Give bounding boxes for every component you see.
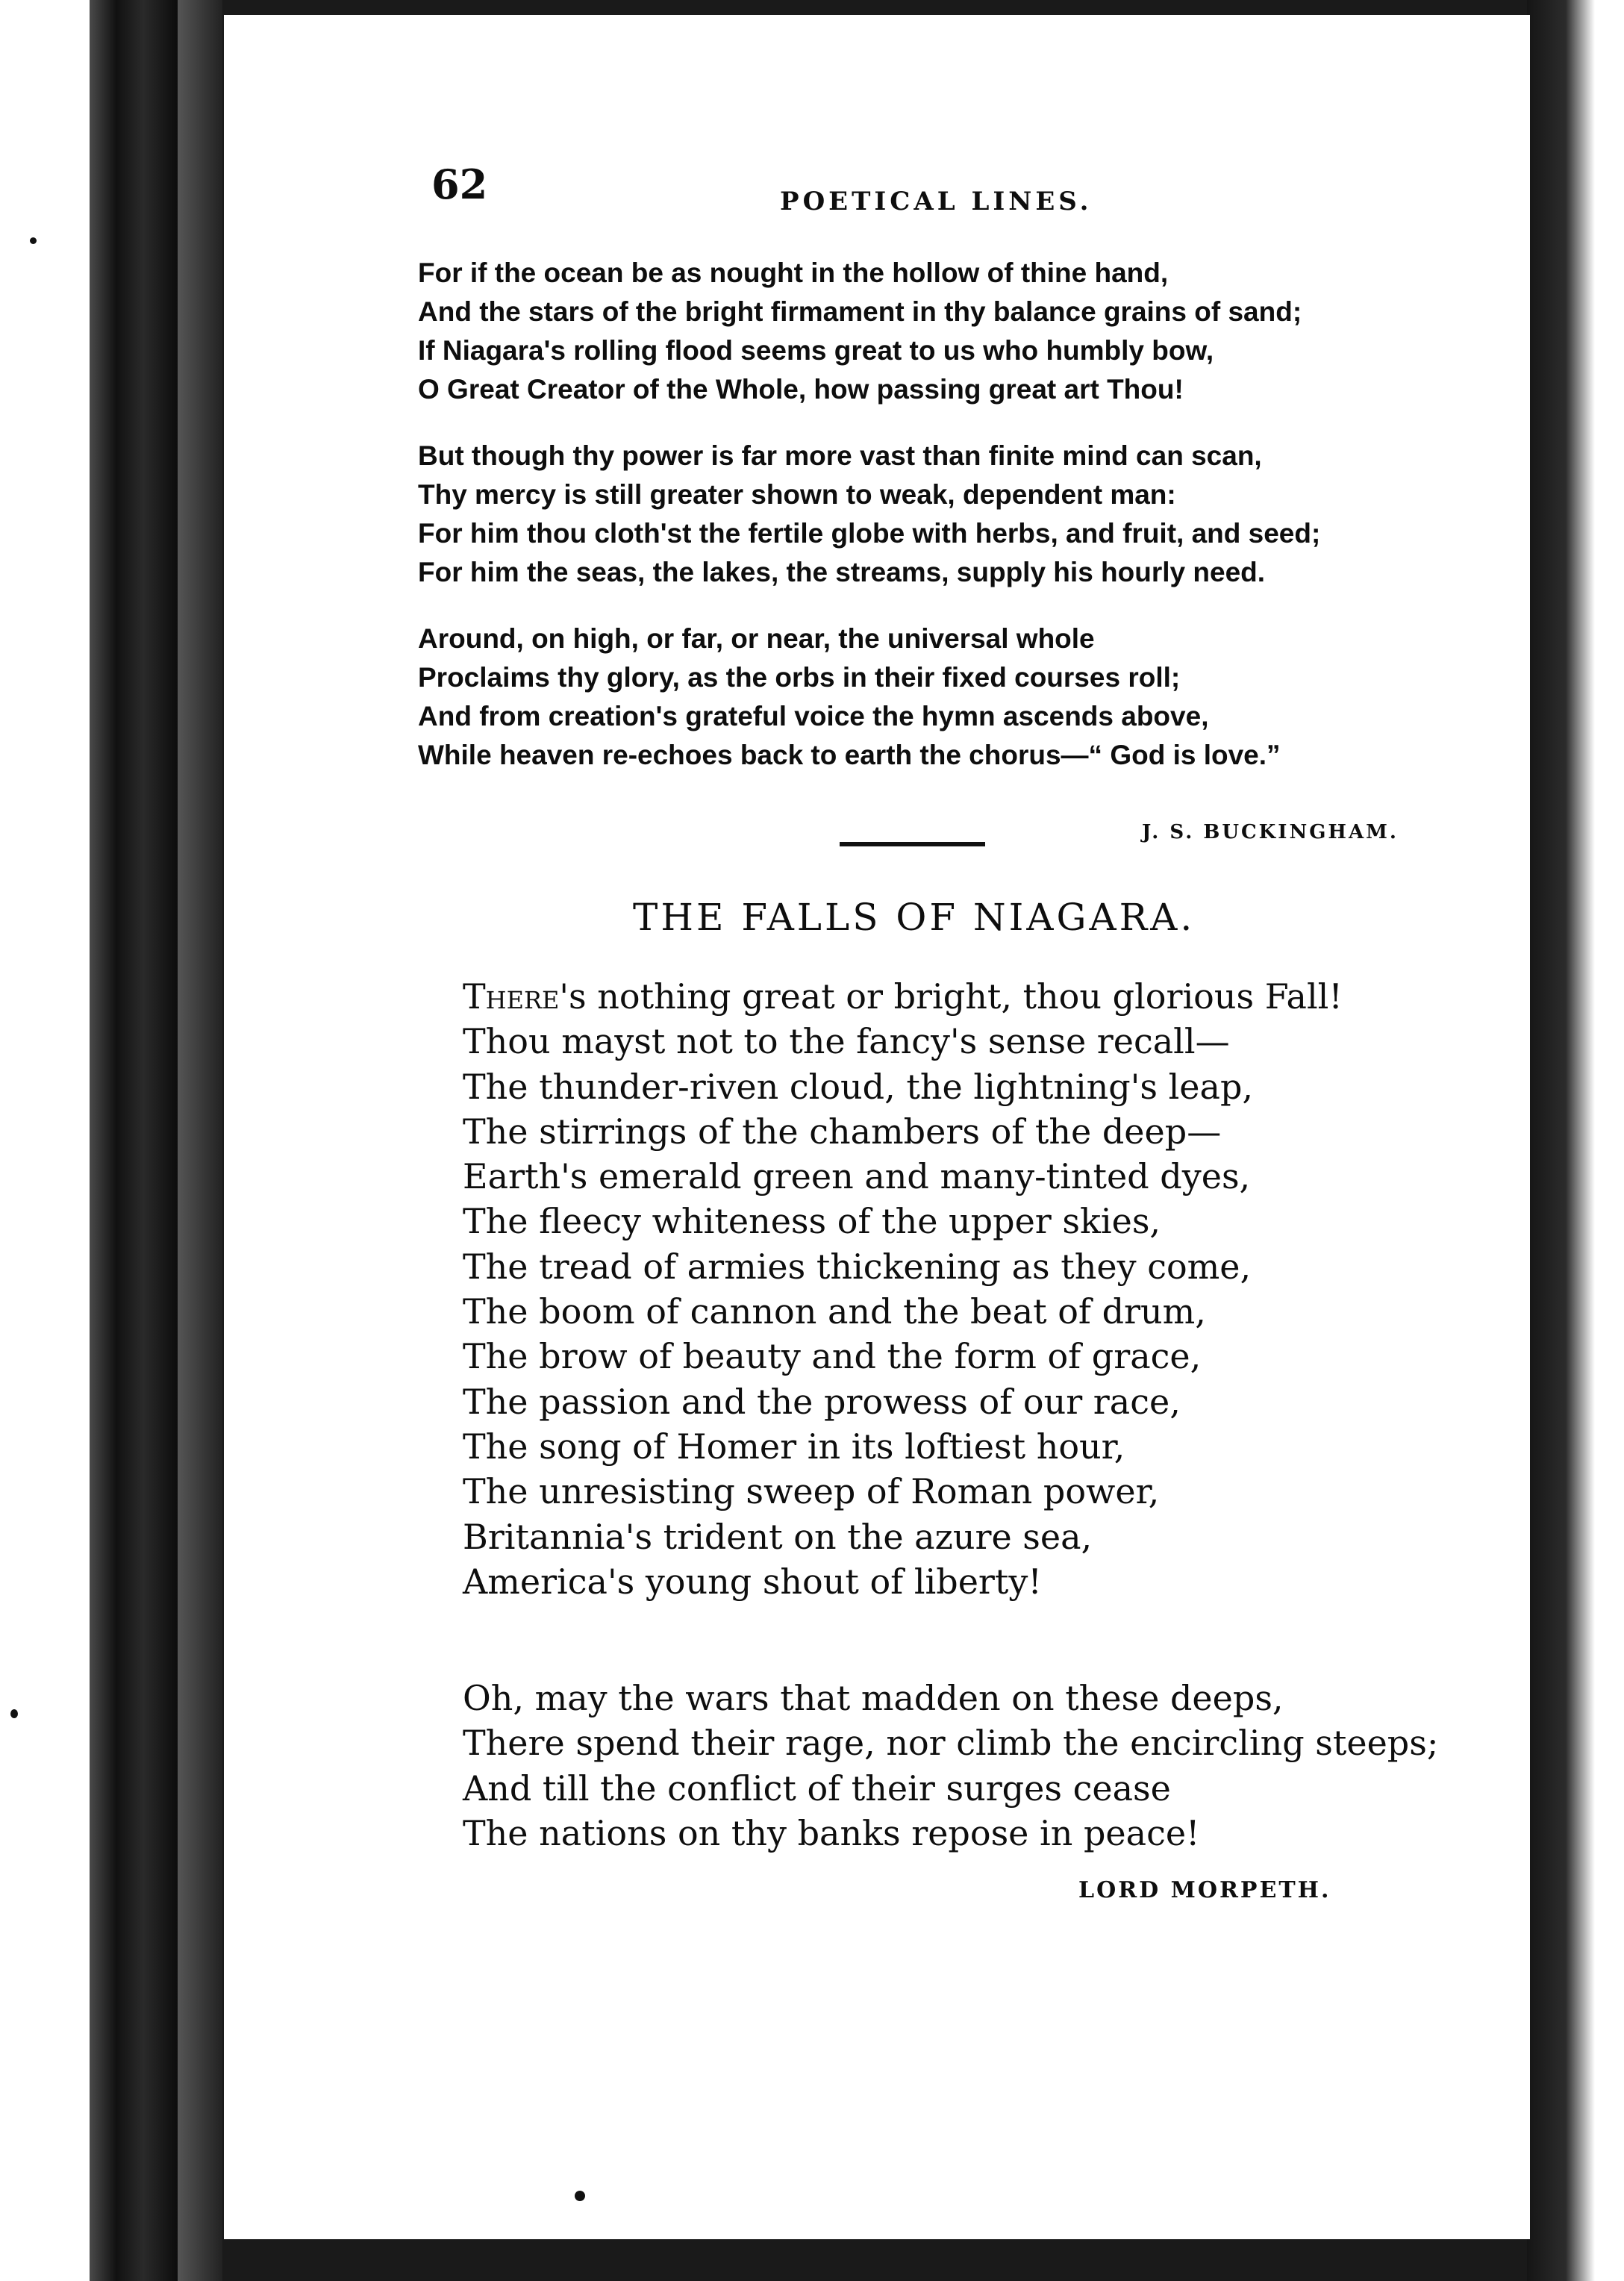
verse-line: For him thou cloth'st the fertile globe with herbs, and fruit, and seed; <box>418 518 1321 549</box>
verse-line: There spend their rage, nor climb the encircling steeps; <box>463 1723 1439 1764</box>
verse-line: Earth's emerald green and many-tinted dyes, <box>463 1156 1251 1197</box>
verse-line: Proclaims thy glory, as the orbs in their fixed courses roll; <box>418 662 1181 693</box>
verse-line: While heaven re-echoes back to earth the chorus—“ God is love.” <box>418 740 1281 770</box>
book-edge-shadow <box>90 0 179 2281</box>
verse-line: Thy mercy is still greater shown to weak, dependent man: <box>418 479 1176 510</box>
scan-speck <box>10 1709 18 1718</box>
verse-line: The thunder-riven cloud, the lightning's leap, <box>463 1066 1254 1107</box>
poem2-attribution: LORD MORPETH. <box>1078 1877 1331 1903</box>
verse-line: The unresisting sweep of Roman power, <box>463 1471 1160 1512</box>
scan-speck <box>30 237 37 244</box>
section-divider <box>840 842 985 846</box>
verse-line: For if the ocean be as nought in the hollow of thine hand, <box>418 258 1169 288</box>
poem-title: THE FALLS OF NIAGARA. <box>633 896 1196 939</box>
verse-line: And from creation's grateful voice the hymn ascends above, <box>418 701 1209 731</box>
book-spine-shadow <box>178 0 222 2281</box>
verse-line: Thou mayst not to the fancy's sense recall— <box>463 1021 1230 1062</box>
verse-line: Britannia's trident on the azure sea, <box>463 1516 1093 1557</box>
verse-line: If Niagara's rolling flood seems great to us who humbly bow, <box>418 335 1214 366</box>
verse-line: And till the conflict of their surges cease <box>463 1767 1171 1809</box>
verse-line: The stirrings of the chambers of the deep— <box>463 1111 1222 1152</box>
poem1-stanza-2 <box>418 437 1320 592</box>
drop-word: There <box>463 976 560 1017</box>
verse-line <box>463 974 1343 1019</box>
poem2-stanza-1 <box>463 974 1343 1604</box>
poem1-stanza-3 <box>418 620 1281 775</box>
first-line-text: 's nothing great or bright, thou glorious Fall! <box>559 976 1343 1017</box>
verse-line: America's young shout of liberty! <box>463 1561 1042 1602</box>
scan-right-margin <box>1527 0 1624 2281</box>
verse-line: The brow of beauty and the form of grace, <box>463 1336 1202 1377</box>
poem1-attribution: J. S. BUCKINGHAM. <box>1142 821 1399 843</box>
verse-line: The tread of armies thickening as they come, <box>463 1246 1252 1287</box>
poem1-stanza-1 <box>418 254 1302 409</box>
poem2-stanza-2 <box>463 1676 1438 1856</box>
verse-line: The passion and the prowess of our race, <box>463 1381 1181 1422</box>
verse-line: Around, on high, or far, or near, the universal whole <box>418 623 1095 654</box>
verse-line: But though thy power is far more vast than finite mind can scan, <box>418 440 1262 471</box>
verse-line: The fleecy whiteness of the upper skies, <box>463 1201 1161 1242</box>
verse-line: The nations on thy banks repose in peace! <box>463 1812 1200 1853</box>
verse-line: The boom of cannon and the beat of drum, <box>463 1291 1206 1332</box>
verse-line: The song of Homer in its loftiest hour, <box>463 1426 1125 1467</box>
verse-line: O Great Creator of the Whole, how passing great art Thou! <box>418 374 1184 405</box>
page-number: 62 <box>431 160 488 208</box>
verse-line: For him the seas, the lakes, the streams, supply his hourly need. <box>418 557 1266 587</box>
scan-speck <box>575 2191 585 2201</box>
running-head: POETICAL LINES. <box>780 187 1093 216</box>
verse-line: Oh, may the wars that madden on these deeps, <box>463 1678 1284 1718</box>
verse-line: And the stars of the bright firmament in thy balance grains of sand; <box>418 296 1302 327</box>
